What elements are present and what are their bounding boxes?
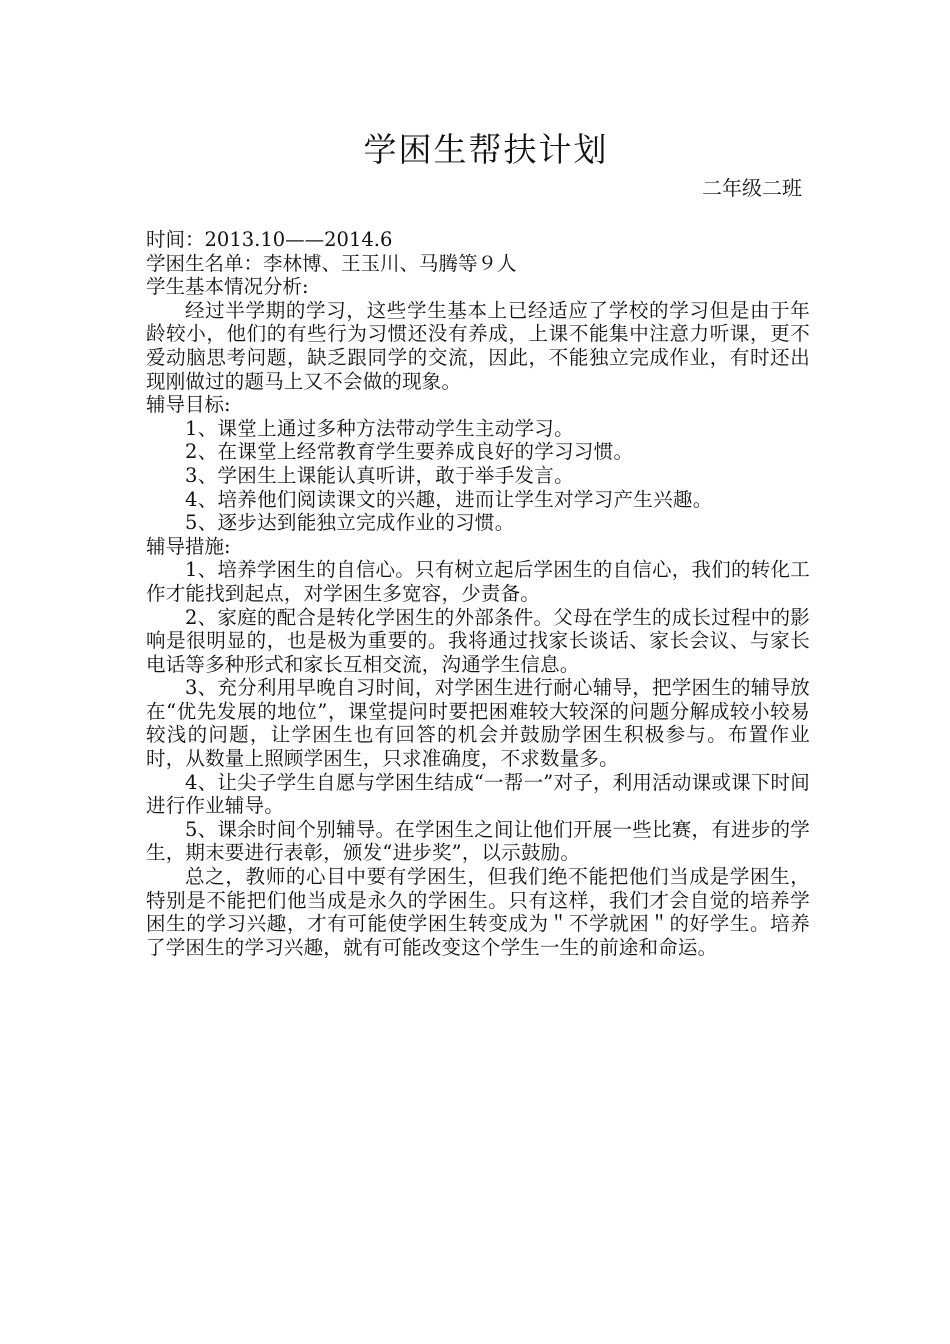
goal-item: 1、课堂上通过多种方法带动学生主动学习。 xyxy=(185,416,574,440)
measure-paragraph: 1、培养学困生的自信心。只有树立起后学困生的自信心，我们的转化工作才能找到起点，对学困生多宽容，少责备。 xyxy=(146,558,810,605)
goal-item: 4、培养他们阅读课文的兴趣，进而让学生对学习产生兴趣。 xyxy=(185,487,713,511)
measure-paragraph: 4、让尖子学生自愿与学困生结成“一帮一”对子，利用活动课或课下时间进行作业辅导。 xyxy=(146,770,810,818)
document-body xyxy=(146,228,810,959)
goal-item: 3、学困生上课能认真听讲，敢于举手发言。 xyxy=(185,463,574,487)
analysis-paragraph: 经过半学期的学习，这些学生基本上已经适应了学校的学习但是由于年龄较小，他们的有些行为习惯还没有养成，上课不能集中注意力听课，更不爱动脑思考问题，缺乏跟同学的交流，因此，不能独立完成作业，有时还出现刚做过的题马上又不会做的现象。 xyxy=(146,298,810,393)
time-line: 时间：2013.10——2014.6 xyxy=(146,228,393,251)
measure-paragraph: 5、课余时间个别辅导。在学困生之间让他们开展一些比赛，有进步的学生，期末要进行表彰，颁发“进步奖”，以示鼓励。 xyxy=(146,817,810,865)
goals-heading: 辅导目标: xyxy=(146,393,231,417)
goal-item: 2、在课堂上经常教育学生要养成良好的学习习惯。 xyxy=(185,440,634,464)
students-line: 学困生名单：李林博、王玉川、马腾等９人 xyxy=(146,251,517,275)
measures-heading: 辅导措施: xyxy=(146,534,231,558)
class-name: 二年级二班 xyxy=(702,176,802,200)
measure-paragraph: 3、充分利用早晚自习时间，对学困生进行耐心辅导，把学困生的辅导放在“优先发展的地位”，课堂提问时要把困难较大较深的问题分解成较小较易较浅的问题，让学困生也有回答的机会并鼓励学困生积极参与。布置作业时，从数量上照顾学困生，只求准确度，不求数量多。 xyxy=(146,676,810,771)
conclusion-paragraph: 总之，教师的心目中要有学困生，但我们绝不能把他们当成是学困生，特别是不能把们他当成是永久的学困生。只有这样，我们才会自觉的培养学困生的学习兴趣，才有可能使学困生转变成为＂不学就困＂的好学生。培养了学困生的学习兴趣，就有可能改变这个学生一生的前途和命运。 xyxy=(146,865,810,959)
document-page xyxy=(146,128,810,959)
analysis-heading: 学生基本情况分析: xyxy=(146,275,309,299)
goals-list xyxy=(146,417,810,535)
measure-paragraph: 2、家庭的配合是转化学困生的外部条件。父母在学生的成长过程中的影响是很明显的，也是极为重要的。我将通过找家长谈话、家长会议、与家长电话等多种形式和家长互相交流，沟通学生信息。 xyxy=(146,605,810,676)
goal-item: 5、逐步达到能独立完成作业的习惯。 xyxy=(185,511,515,535)
document-title: 学困生帮扶计划 xyxy=(363,130,609,169)
